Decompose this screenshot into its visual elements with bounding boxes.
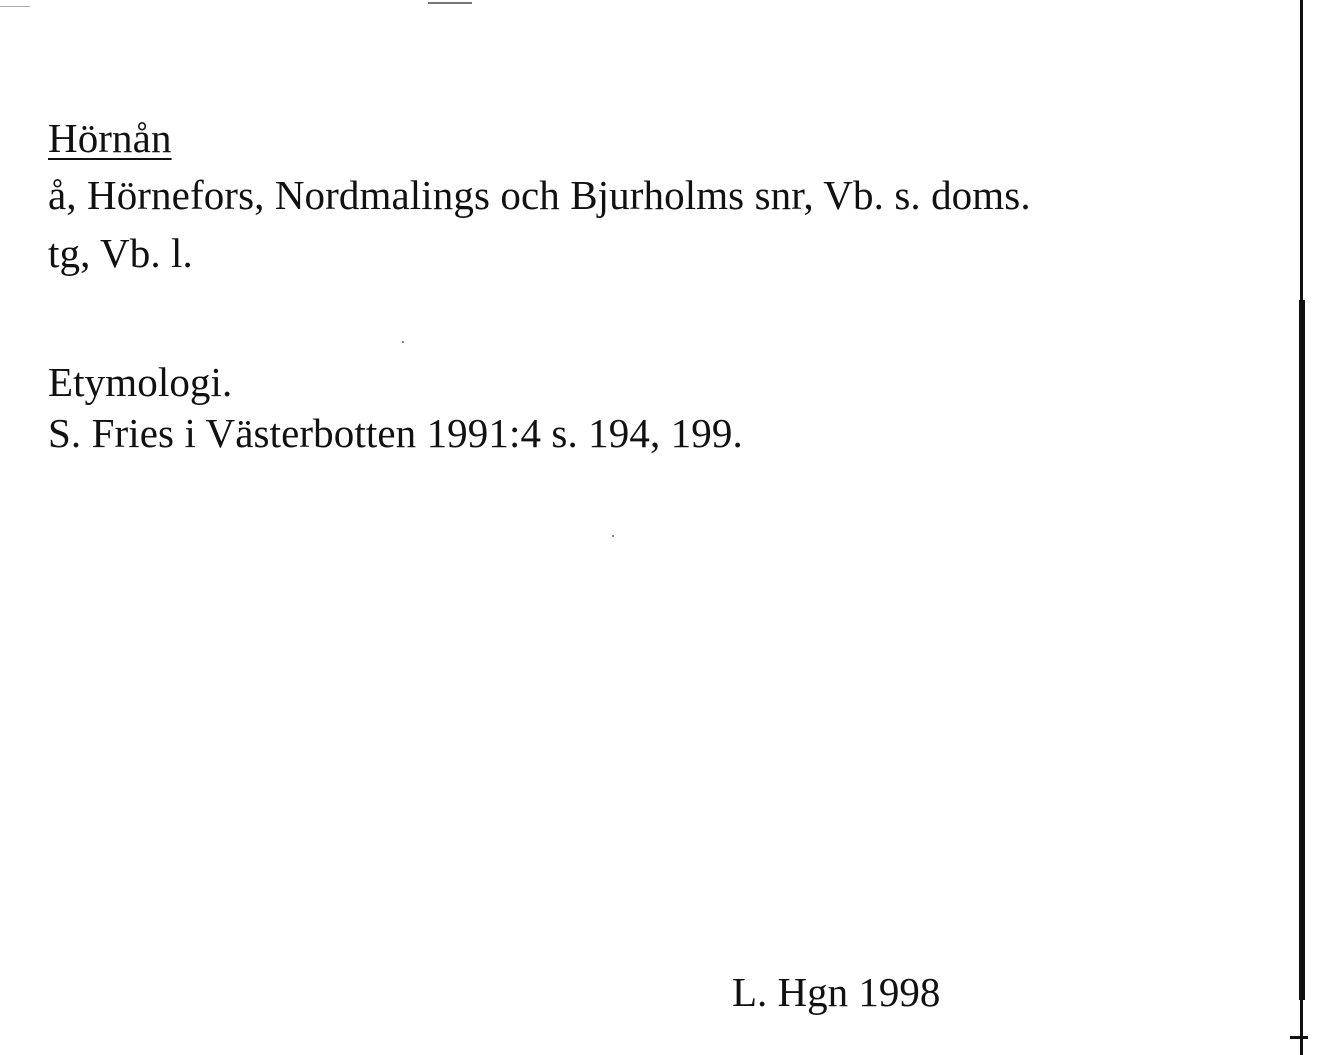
headword: Hörnån	[48, 115, 172, 161]
etymology-reference: S. Fries i Västerbotten 1991:4 s. 194, 199.	[48, 410, 743, 456]
card-edge-shadow	[1299, 300, 1305, 1000]
card-edge-tick	[1290, 1036, 1308, 1039]
description-line-2: tg, Vb. l.	[48, 230, 193, 276]
description-line-1: å, Hörnefors, Nordmalings och Bjurholms snr, Vb. s. doms.	[48, 172, 1031, 218]
etymology-label: Etymologi.	[48, 359, 233, 405]
scan-artifact-top	[428, 2, 472, 4]
signature: L. Hgn 1998	[732, 969, 941, 1015]
scan-speck	[612, 535, 614, 537]
scan-speck	[402, 341, 404, 343]
scan-artifact-top-left	[0, 6, 30, 7]
